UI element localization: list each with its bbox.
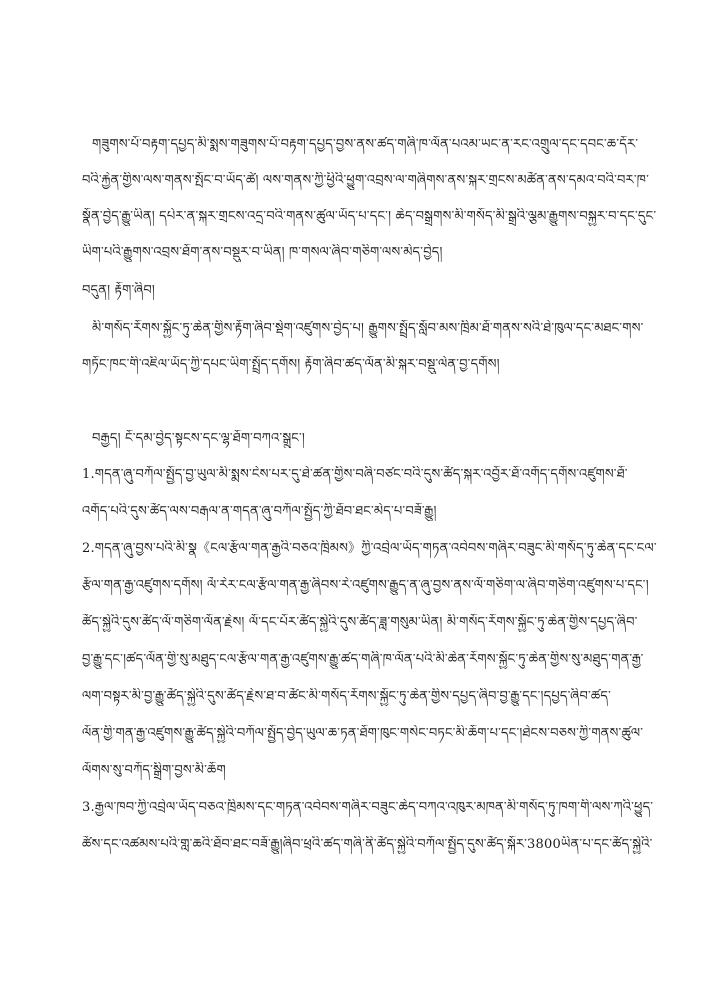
intro-line-3: སྣོན་བྱེད་རྒྱུ་ཡིན། དཔེར་ན་སྐར་གྲངས་འདྲ་བའི་གནས་ཚུལ་ཡོད་པ་དང་། ཆེད་བསྒྲགས་མི་གསོད་མི་སྒྲའི་ལྕམ་རྒྱུགས་བསྐྱར་བ་དང་དུང་ bbox=[82, 209, 657, 224]
intro-line-2: བའི་རྐྱེན་གྱིས་ལས་གནས་སྤོང་བ་ཡོད་ཚེ། ལས་གནས་ཀྱི་ཕྱིའི་ཕྱུག་འབྲས་ལ་གཞིགས་ནས་སྐར་གྲངས་མཚོན་ནས་དམའ་བའི་བར་ཁ་ bbox=[82, 173, 650, 188]
item-2-line-4: བྱ་རྒྱུ་དང་།ཚད་ལོན་གྱི་སུ་མཐུད་ངལ་རྩོལ་གན་རྒྱ་འཛུགས་རྒྱུ་ཚད་གཞི་ཁ་ལོན་པའི་མི་ཆེན་རོགས་སྐྱོང་ཏུ་ཆེན་གྱིས་སུ་མཐུད་གན་རྒྱ་ bbox=[82, 652, 644, 667]
item-3-line-2: ཚོས་དང་འཚམས་པའི་གླ་ཆའི་ཐོབ་ཐང་བཟོ་རྒྱུ།ཞིབ་ཕྲའི་ཚད་གཞི་ནི་ཚོད་སྐྱེའི་བཀོལ་སྤྱོད་དུས་ཚོད་སྐོར་3800ཡིན་པ་དང་ཚོད་སྐྱེའི་ bbox=[82, 837, 653, 852]
intro-line-4: ཡིག་པའི་རྒྱུགས་འབྲས་ཐོག་ནས་བསྡུར་བ་ཡིན། ཁ་གསལ་ཞིབ་གཅིག་ལས་མེད་བྱེད། bbox=[82, 245, 443, 260]
review-line-1: མི་གསོད་རོགས་སྐྱོང་ཏུ་ཆེན་གྱིས་རྟོག་ཞིབ་སྡེག་འཛུགས་བྱེད་པ། རྒྱུགས་སྤྲོད་སློབ་མས་ཁྲིམ་ཐོ་གནས་སའི་ཐེ་ཁུལ་དང་མཐང་གས་ bbox=[92, 321, 644, 336]
section-heading-management: བརྒྱད། ངོ་དམ་བྱེད་སྟངས་དང་ལྷ་ཐོག་བཀའ་སྒྲུང་། bbox=[92, 431, 306, 446]
item-3-line-1: 3.རྒྱལ་ཁབ་ཀྱི་འབྲེལ་ཡོད་བཅའ་ཁྲིམས་དང་གཏན་འབེབས་གཞིར་བཟུང་ཆེད་བཀའ་འཁུར་མཁན་མི་གསོད་ཏུ་ཁག་གི་ལས་ཀའི་ཕྱུད་ bbox=[82, 800, 654, 815]
item-2-line-7: ལོགས་སུ་བཀོད་སྒྲིག་བྱས་མི་ཆོག bbox=[82, 763, 226, 778]
review-line-2: གཏོང་ཁང་གི་འཇིལ་ཡོད་ཀྱི་དཔང་ཡིག་སྤྲོད་དགོས། རྟོག་ཞིབ་ཚད་ལོན་མི་སྐར་བསྡུ་ལེན་བྱ་དགོས། bbox=[82, 357, 500, 372]
item-2-line-3: ཚོད་སྐྱེའི་དུས་ཚོད་ལོ་གཅིག་ལོན་རྗེས། ལོ་དང་པོར་ཚོད་སྐྱེའི་དུས་ཚོད་ཟླ་གསུམ་ཡིན། མི་གསོད་རོགས་སྐྱོང་ཏུ་ཆེན་གྱིས་དཔྱད་ཞིབ་ bbox=[82, 615, 638, 630]
item-1-line-2: འགོད་པའི་དུས་ཚོད་ལས་བརྒལ་ན་གདན་ཞུ་བཀོལ་སྤྱོད་ཀྱི་ཐོབ་ཐང་མེད་པ་བཟོ་རྒྱུ། bbox=[82, 504, 437, 519]
item-2-line-1: 2.གདན་ཞུ་བྱས་པའི་མི་སྣ《ངལ་རྩོལ་གན་རྒྱའི་བཅའ་ཁྲིམས》ཀྱི་འབྲེལ་ཡོད་གཏན་འབེབས་གཞིར་བཟུང་མི་གསོད་ཏུ་ཆེན་དང་ངལ་ bbox=[82, 541, 657, 556]
item-2-line-6: ལོན་གྱི་གན་རྒྱ་འཛུགས་རྒྱུ་ཚོད་སྐྱེའི་བཀོལ་སྤྱོད་བྱེད་ཡུལ་ཆ་ཏན་ཐོག་ཁུང་གསེང་བཏང་མི་ཆོག་པ་དང་།ཐེངས་བཅས་ཀྱི་གནས་ཚུལ་ bbox=[82, 726, 644, 741]
section-heading-review: བདུན། རྟོག་ཞིབ། bbox=[82, 283, 155, 298]
item-2-line-5: ལག་བསྟར་མི་བྱ་རྒྱུ་ཚོད་སྐྱེའི་དུས་ཚོད་རྗེས་ཐ་བ་ཚོང་མི་གསོད་རོགས་སྐྱོང་ཏུ་ཆེན་གྱིས་དཔྱད་ཞིབ་བྱ་རྒྱུ་དང་།དཔྱད་ཞིབ་ཚད་ bbox=[82, 689, 612, 704]
intro-line-1: གཟུགས་པོ་བརྟག་དཔྱད་མི་སྨས་གཟུགས་པོ་བརྟག་དཔྱད་བྱས་ནས་ཚད་གཞི་ཁ་ལོན་པའམ་ཡང་ན་རང་འགྲུལ་དང་དབང་ཆ་དོར་ bbox=[92, 137, 639, 152]
item-1-line-1: 1.གདན་ཞུ་བཀོལ་སྤྱོད་བྱ་ཡུལ་མི་སྨས་ངེས་པར་དུ་ཐེ་ཚན་གྱིས་བཞི་བཙང་བའི་དུས་ཚོད་སྐར་འབྱོར་ཐོ་འགོད་དགོས་འཛུགས་ཐོ་ bbox=[82, 467, 628, 482]
item-2-line-2: རྩོལ་གན་རྒྱ་འཛུགས་དགོས། ལོ་རེར་ངལ་རྩོལ་གན་རྒྱ་ཞིབས་རེ་འཛུགས་རྒྱུད་ན་ཞུ་བྱས་ནས་ལོ་གཅིག་ལ་ཞིབ་གཅིག་འཛུགས་པ་དང་། bbox=[82, 578, 649, 593]
